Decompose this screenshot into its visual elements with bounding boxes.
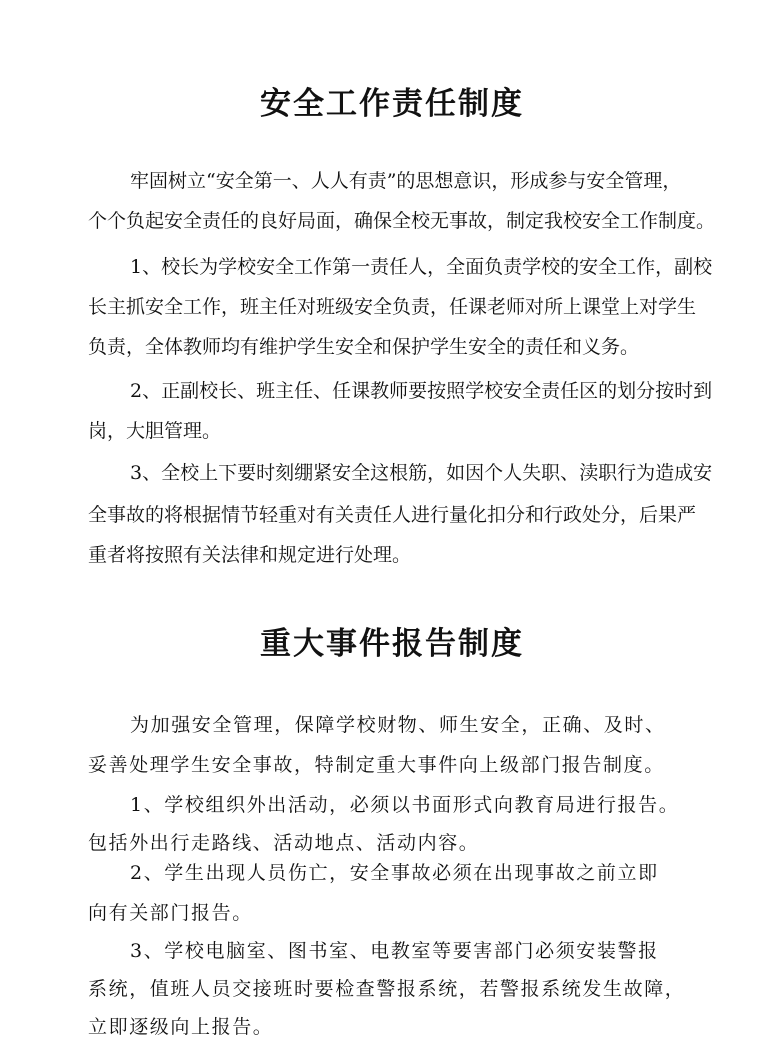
paragraph-line: 1、学校组织外出活动，必须以书面形式向教育局进行报告。 [130,794,680,816]
paragraph-line: 为加强安全管理，保障学校财物、师生安全，正确、及时、 [130,714,666,736]
paragraph-line: 重者将按照有关法律和规定进行处理。 [88,544,412,566]
paragraph-line: 3、学校电脑室、图书室、电教室等要害部门必须安装警报 [130,940,659,962]
paragraph-line: 2、学生出现人员伤亡，安全事故必须在出现事故之前立即 [130,862,659,884]
paragraph-line: 向有关部门报告。 [88,902,253,924]
paragraph-line: 3、全校上下要时刻绷紧安全这根筋，如因个人失职、渎职行为造成安 [130,462,713,484]
paragraph-line: 2、正副校长、班主任、任课教师要按照学校安全责任区的划分按时到 [130,380,713,402]
paragraph-line: 系统，值班人员交接班时要检查警报系统，若警报系统发生故障， [88,978,686,1000]
section-title: 重大事件报告制度 [260,626,524,662]
paragraph-line: 立即逐级向上报告。 [88,1016,274,1038]
paragraph-line: 长主抓安全工作，班主任对班级安全负责，任课老师对所上课堂上对学生 [88,296,697,318]
paragraph-line: 妥善处理学生安全事故，特制定重大事件向上级部门报告制度。 [88,754,665,776]
paragraph-line: 1、校长为学校安全工作第一责任人，全面负责学校的安全工作，副校 [130,256,713,278]
section-title: 安全工作责任制度 [260,86,524,122]
paragraph-line: 包括外出行走路线、活动地点、活动内容。 [88,832,480,854]
paragraph-line: 牢固树立“安全第一、人人有责”的思想意识，形成参与安全管理， [130,170,682,192]
paragraph-line: 全事故的将根据情节轻重对有关责任人进行量化扣分和行政处分，后果严 [88,504,697,526]
paragraph-line: 负责，全体教师均有维护学生安全和保护学生安全的责任和义务。 [88,336,640,358]
paragraph-line: 岗，大胆管理。 [88,420,222,442]
paragraph-line: 个个负起安全责任的良好局面，确保全校无事故，制定我校安全工作制度。 [88,210,716,232]
